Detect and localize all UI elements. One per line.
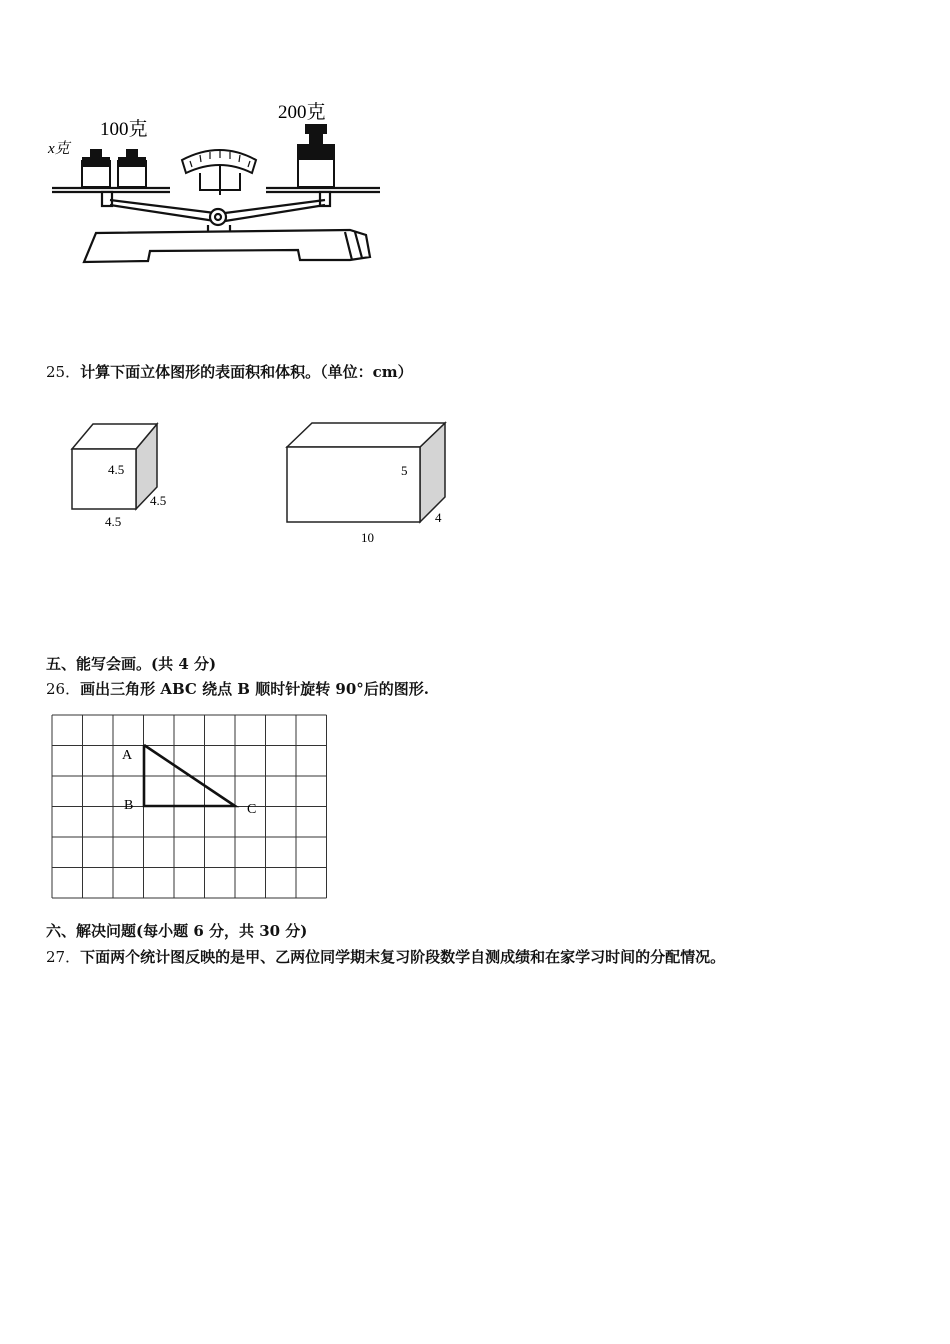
- x-gram-label: x克: [48, 141, 70, 157]
- rotation-grid: [50, 713, 330, 903]
- cube-bottom-label: 4.5: [105, 514, 122, 529]
- cube-front-face: [72, 449, 136, 509]
- question-number: 25．: [46, 363, 81, 381]
- cuboid-front-face: [287, 447, 420, 522]
- question-25: [46, 361, 413, 382]
- 200-gram-label: 200克: [278, 102, 326, 123]
- question-26: [46, 678, 429, 699]
- scale-dial: [182, 150, 256, 195]
- cube-front-label: 4.5: [108, 462, 125, 477]
- right-weight: [298, 125, 334, 187]
- cuboid-front-label: 5: [401, 463, 408, 478]
- section-5-heading: 五、能写会画。(共 4 分): [46, 655, 217, 673]
- point-c-label: C: [247, 802, 257, 817]
- point-a-label: A: [122, 748, 133, 763]
- question-text: 计算下面立体图形的表面积和体积。（单位：cm）: [80, 363, 413, 381]
- cuboid-figure: [280, 415, 460, 550]
- section-6-heading: 六、解决问题(每小题 6 分，共 30 分): [46, 922, 308, 940]
- scale-base: [84, 230, 370, 262]
- question-number: 27．: [46, 948, 81, 966]
- 100-gram-label: 100克: [100, 119, 148, 140]
- cuboid-side-label: 4: [435, 510, 442, 525]
- cube-figure: [60, 415, 180, 535]
- cube-side-label: 4.5: [150, 493, 167, 508]
- question-27: [46, 946, 725, 967]
- question-text: 画出三角形 ABC 绕点 B 顺时针旋转 90°后的图形.: [80, 680, 430, 698]
- scale-beam: [52, 188, 380, 233]
- balance-scale-figure: [40, 95, 390, 270]
- question-number: 26．: [46, 680, 81, 698]
- cuboid-bottom-label: 10: [361, 530, 374, 545]
- point-b-label: B: [124, 798, 134, 813]
- cuboid-top-face: [287, 423, 445, 447]
- question-text: 下面两个统计图反映的是甲、乙两位同学期末复习阶段数学自测成绩和在家学习时间的分配情况。: [80, 948, 726, 966]
- left-weights: [82, 150, 146, 187]
